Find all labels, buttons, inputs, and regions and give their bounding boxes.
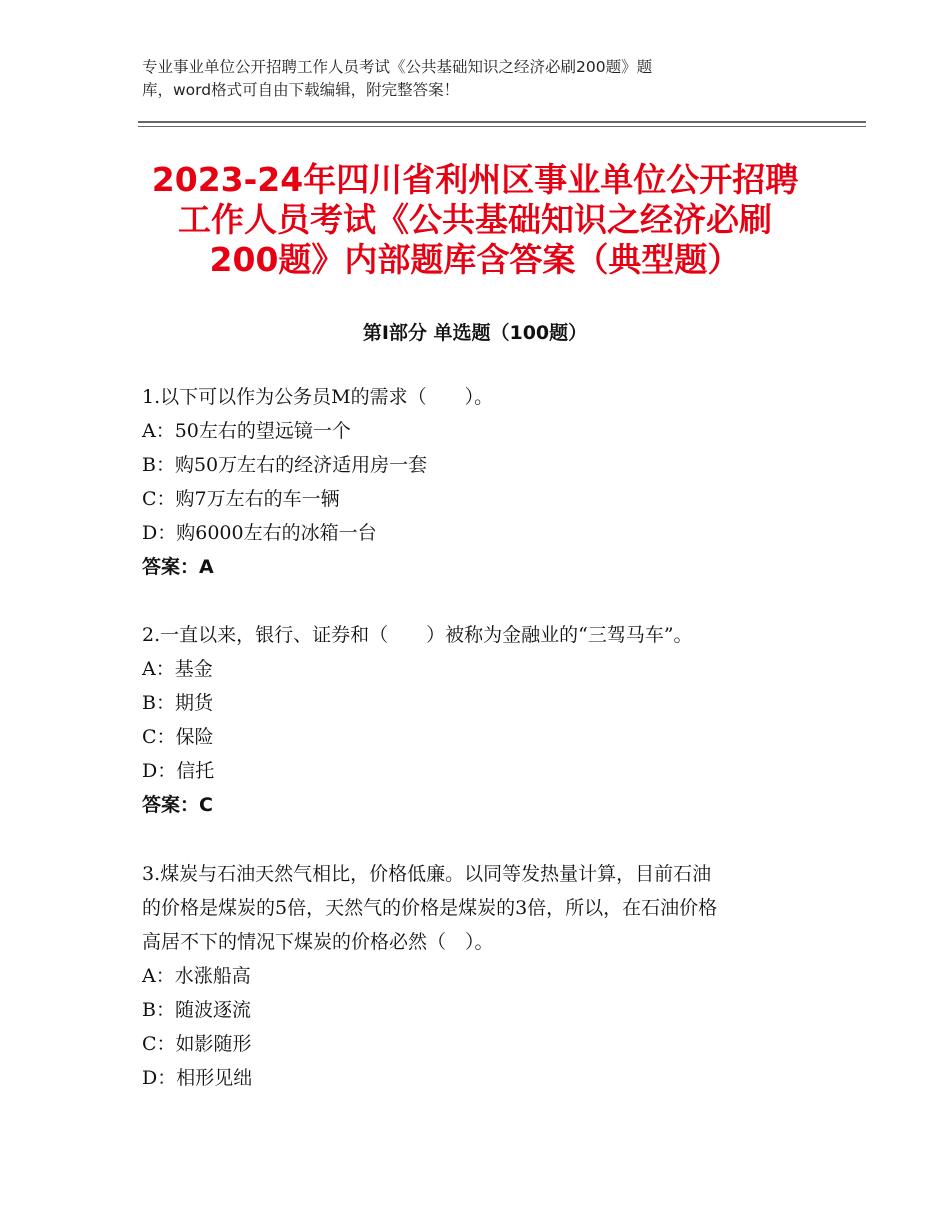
question-stem: 2.一直以来，银行、证券和（ ）被称为金融业的“三驾马车”。	[142, 624, 693, 646]
option-a: A：基金	[142, 658, 213, 680]
option-a: A：50左右的望远镜一个	[142, 420, 351, 442]
question-stem: 1.以下可以作为公务员M的需求（ ）。	[142, 386, 494, 408]
title-line: 2023-24年四川省利州区事业单位公开招聘	[151, 160, 799, 199]
question-block	[142, 618, 822, 822]
option-b: B：期货	[142, 692, 213, 714]
question-block	[142, 380, 822, 584]
document-title	[100, 160, 850, 280]
document-header	[142, 56, 782, 102]
title-line: 工作人员考试《公共基础知识之经济必刷	[178, 200, 772, 239]
title-line: 200题》内部题库含答案（典型题）	[209, 240, 741, 279]
option-b: B：购50万左右的经济适用房一套	[142, 454, 428, 476]
option-a: A：水涨船高	[142, 965, 251, 987]
header-divider	[138, 121, 866, 123]
option-c: C：如影随形	[142, 1033, 252, 1055]
option-d: D：相形见绌	[142, 1067, 253, 1089]
option-d: D：信托	[142, 760, 215, 782]
question-stem: 的价格是煤炭的5倍，天然气的价格是煤炭的3倍，所以，在石油价格	[142, 897, 718, 919]
header-divider	[138, 126, 866, 127]
option-c: C：购7万左右的车一辆	[142, 488, 340, 510]
section-heading: 第Ⅰ部分 单选题（100题）	[362, 322, 588, 344]
question-stem: 3.煤炭与石油天然气相比，价格低廉。以同等发热量计算，目前石油	[142, 863, 712, 885]
answer-label: 答案：C	[142, 794, 213, 816]
option-c: C：保险	[142, 726, 214, 748]
header-line: 库，word格式可自由下载编辑，附完整答案！	[142, 81, 460, 99]
header-line: 专业事业单位公开招聘工作人员考试《公共基础知识之经济必刷200题》题	[142, 58, 653, 76]
question-block	[142, 857, 822, 1095]
answer-label: 答案：A	[142, 556, 214, 578]
option-d: D：购6000左右的冰箱一台	[142, 522, 377, 544]
question-stem: 高居不下的情况下煤炭的价格必然（ ）。	[142, 931, 494, 953]
option-b: B：随波逐流	[142, 999, 251, 1021]
